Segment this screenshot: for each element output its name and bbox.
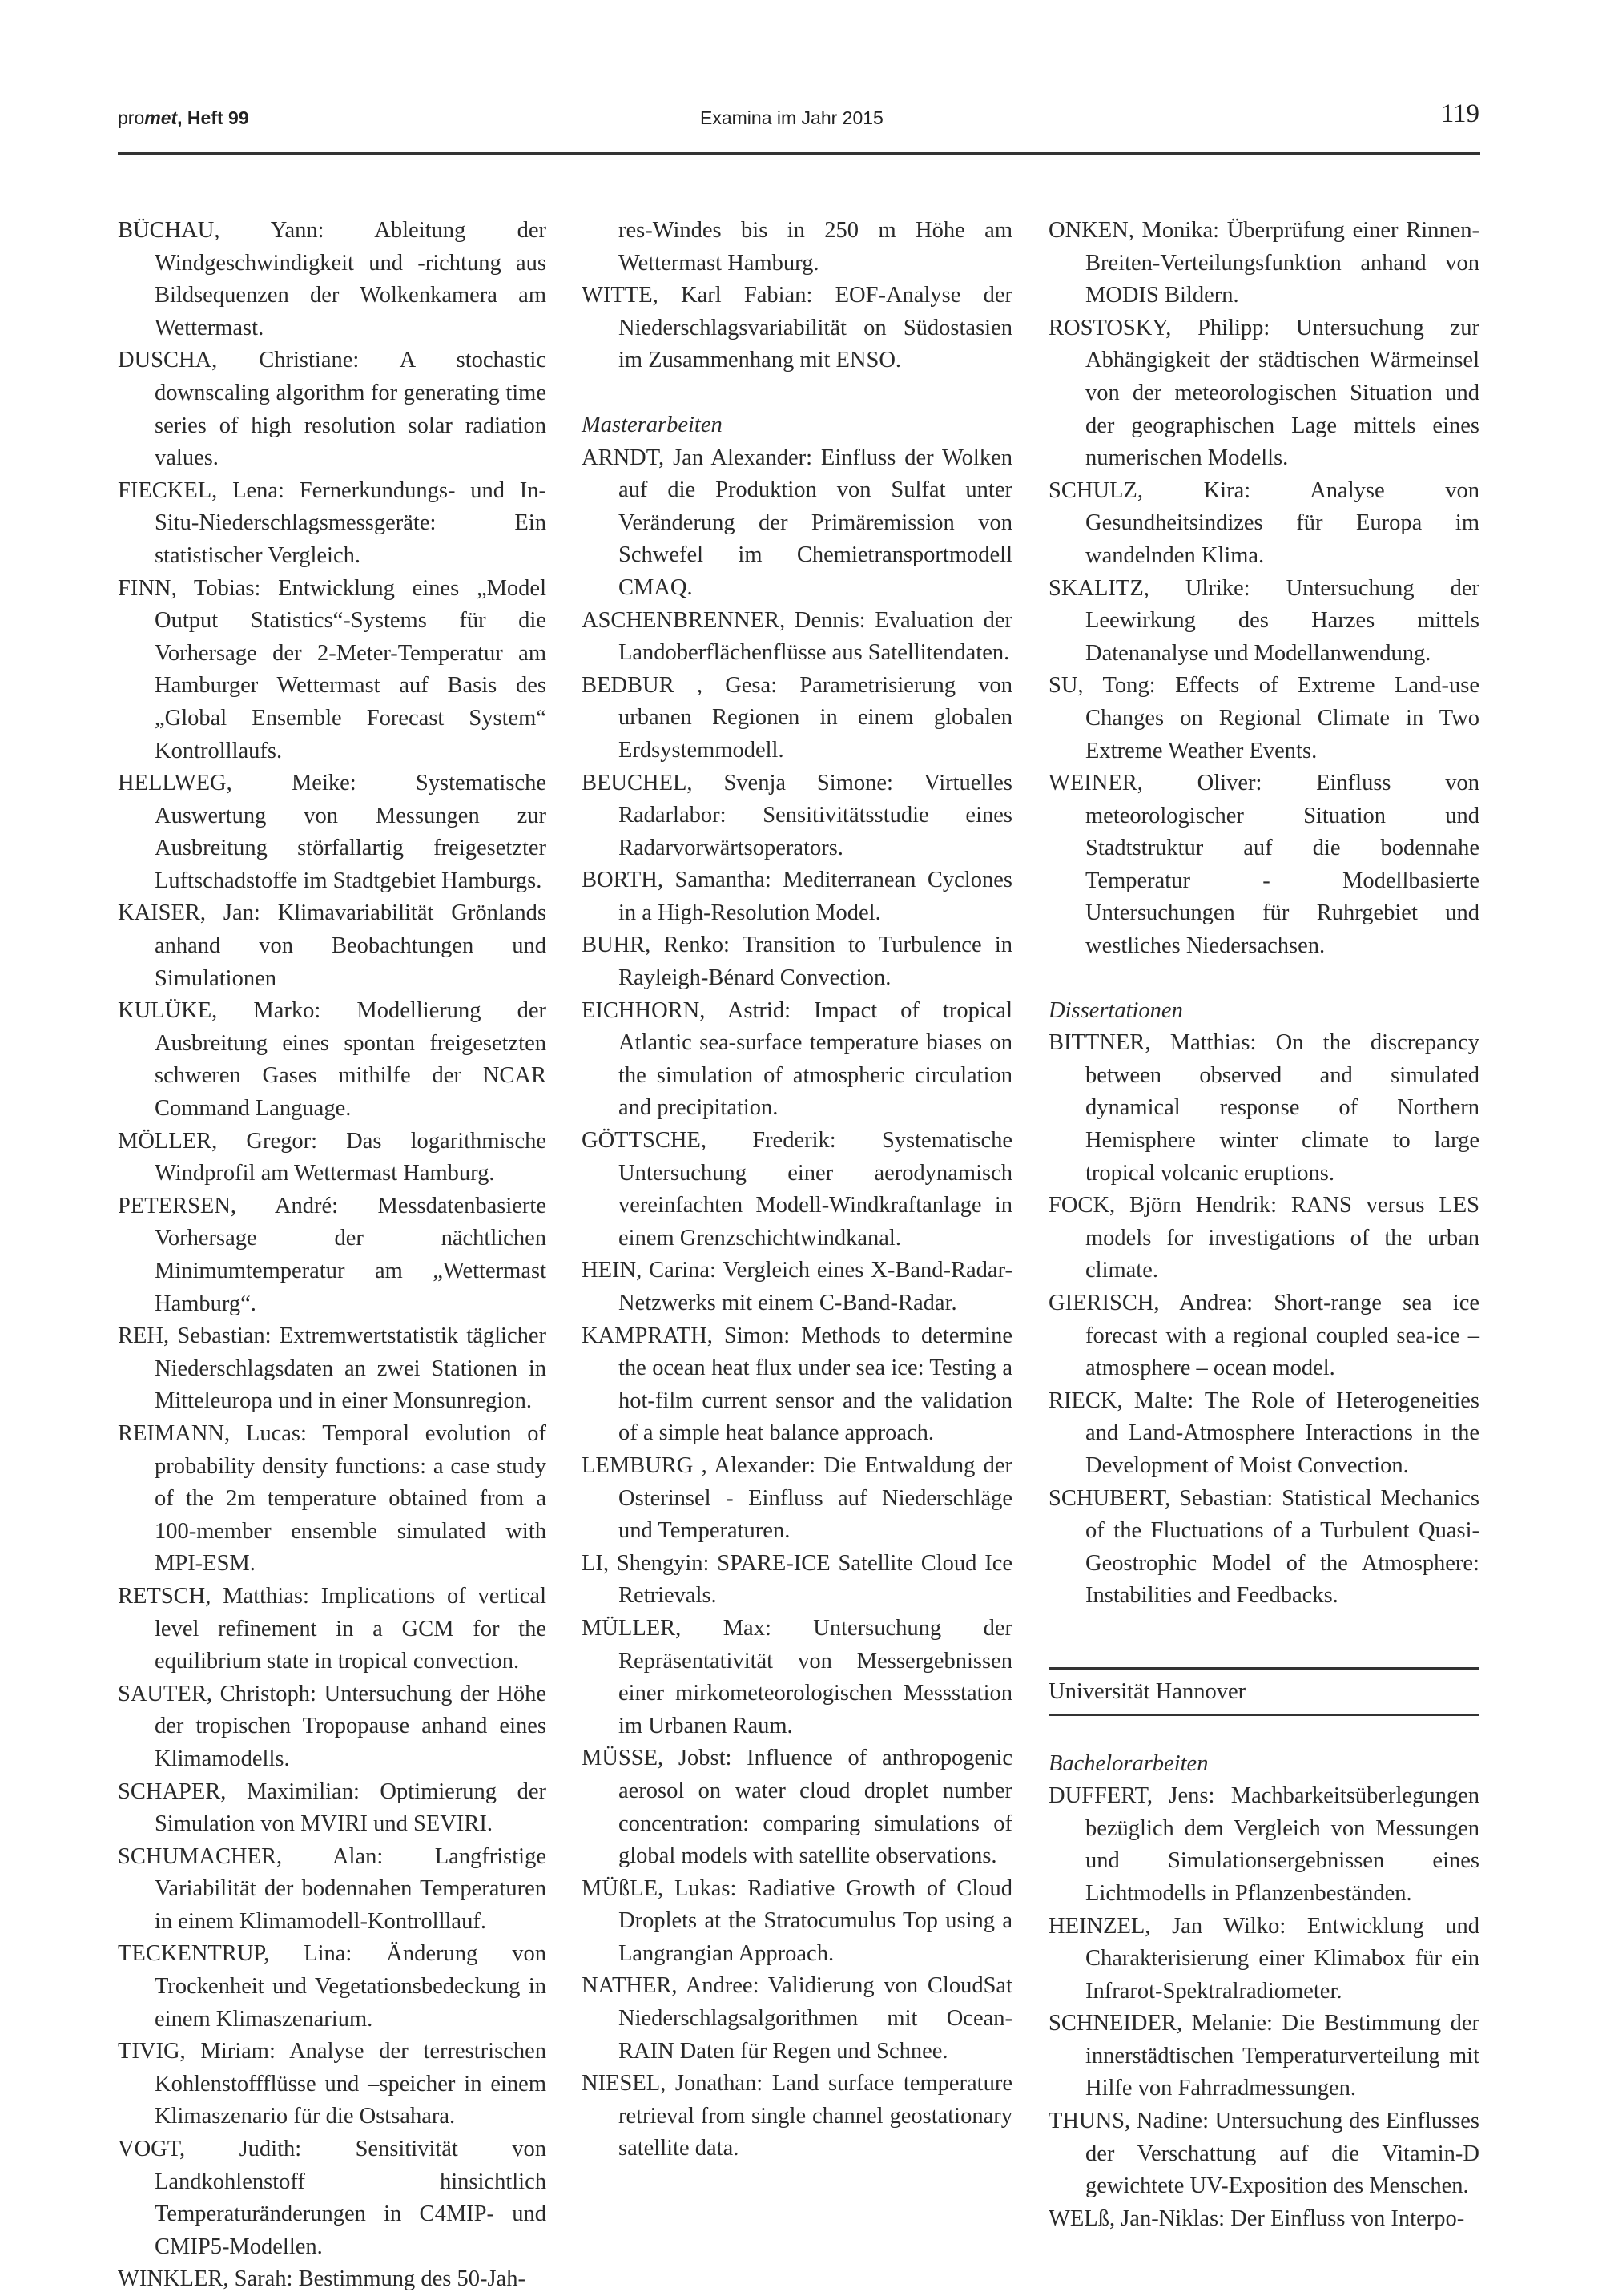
column-2 [582, 215, 1012, 2165]
list-item: MÖLLER, Gregor: Das logarithmische Windprofil am Wettermast Hamburg. [118, 1128, 546, 1186]
list-item: NIESEL, Jonathan: Land surface temperature retrieval from single channel geostationary satellite data. [582, 2071, 1012, 2161]
list-item: HELLWEG, Meike: Systematische Auswertung von Messungen zur Ausbreitung störfallartig freigesetzter Luftschadstoffe im Stadtgebiet Hamburgs. [118, 771, 546, 893]
section-heading-masterarbeiten: Masterarbeiten [582, 412, 723, 437]
column-3 [1049, 215, 1479, 2235]
list-item: BÜCHAU, Yann: Ableitung der Windgeschwindigkeit und -richtung aus Bildsequenzen der Wolkenkamera am Wettermast. [118, 218, 546, 340]
list-item: PETERSEN, André: Messdatenbasierte Vorhersage der nächtlichen Minimumtemperatur am „Wettermast Hamburg“. [118, 1193, 546, 1316]
list-item: HEIN, Carina: Vergleich eines X-Band-Radar-Netzwerks mit einem C-Band-Radar. [582, 1258, 1012, 1315]
list-item: THUNS, Nadine: Untersuchung des Einflusses der Verschattung auf die Vitamin-D gewichtete UV-Exposition des Menschen. [1049, 2109, 1479, 2199]
list-item: GIERISCH, Andrea: Short-range sea ice forecast with a regional coupled sea-ice – atmosphere – ocean model. [1049, 1291, 1479, 1381]
list-item: FINN, Tobias: Entwicklung eines „Model Output Statistics“-Systems für die Vorhersage der 2-Meter-Temperatur am Hamburger Wettermast auf Basis des „Global Ensemble Forecast System“ Kontrolllaufs. [118, 575, 546, 763]
list-item: SCHULZ, Kira: Analyse von Gesundheitsindizes für Europa im wandelnden Klima. [1049, 477, 1479, 568]
list-item: SKALITZ, Ulrike: Untersuchung der Leewirkung des Harzes mittels Datenanalyse und Modellanwendung. [1049, 575, 1479, 666]
list-item: RIECK, Malte: The Role of Heterogeneities and Land-Atmosphere Interactions in the Development of Moist Convection. [1049, 1388, 1479, 1478]
list-item: SCHUBERT, Sebastian: Statistical Mechanics of the Fluctuations of a Turbulent Quasi-Geostrophic Model of the Atmosphere: Instabilities and Feedbacks. [1049, 1485, 1479, 1609]
list-item: FIECKEL, Lena: Fernerkundungs- und In-Situ-Niederschlagsmessgeräte: Ein statistischer Vergleich. [118, 477, 546, 568]
list-item: TIVIG, Miriam: Analyse der terrestrischen Kohlenstoffflüsse und –speicher in einem Klimaszenario für die Ostsahara. [118, 2039, 546, 2129]
list-item: REH, Sebastian: Extremwertstatistik täglicher Niederschlagsdaten an zwei Stationen in Mitteleuropa und in einer Monsunregion. [118, 1323, 546, 1414]
list-item: ONKEN, Monika: Überprüfung einer Rinnen-Breiten-Verteilungsfunktion anhand von MODIS Bildern. [1049, 218, 1479, 308]
list-item: TECKENTRUP, Lina: Änderung von Trockenheit und Vegetationsbedeckung in einem Klimaszenarium. [118, 1941, 546, 2032]
list-item: VOGT, Judith: Sensitivität von Landkohlenstoff hinsichtlich Temperaturänderungen in C4MIP- und CMIP5-Modellen. [118, 2137, 546, 2259]
list-item: DUFFERT, Jens: Machbarkeitsüberlegungen bezüglich dem Vergleich von Messungen und Simulationsergebnissen eines Lichtmodells in Pflanzenbeständen. [1049, 1783, 1479, 1906]
header-rule [118, 152, 1480, 155]
list-item: WELß, Jan-Niklas: Der Einfluss von Interpo- [1049, 2205, 1465, 2231]
list-item: MÜLLER, Max: Untersuchung der Repräsentativität von Messergebnissen einer mirkometeorologischen Messstation im Urbanen Raum. [582, 1615, 1012, 1738]
list-item: KAMPRATH, Simon: Methods to determine the ocean heat flux under sea ice: Testing a hot-film current sensor and the validation of a simple heat balance approach. [582, 1323, 1012, 1446]
section-heading-bachelorarbeiten: Bachelorarbeiten [1049, 1750, 1209, 1776]
list-item: KULÜKE, Marko: Modellierung der Ausbreitung eines spontan freigesetzten schweren Gases mithilfe der NCAR Command Language. [118, 998, 546, 1122]
journal-name [118, 107, 249, 129]
list-item: FOCK, Björn Hendrik: RANS versus LES models for investigations of the urban climate. [1049, 1193, 1479, 1283]
list-item: BITTNER, Matthias: On the discrepancy between observed and simulated dynamical response of Northern Hemisphere winter climate to large tropical volcanic eruptions. [1049, 1030, 1479, 1186]
page-number: 119 [1440, 99, 1479, 128]
list-item: EICHHORN, Astrid: Impact of tropical Atlantic sea-surface temperature biases on the simulation of atmospheric circulation and precipitation. [582, 997, 1012, 1121]
list-item: WEINER, Oliver: Einfluss von meteorologischer Situation und Stadtstruktur auf die bodennahe Temperatur - Modellbasierte Untersuchungen für Ruhrgebiet und westliches Niedersachsen. [1049, 771, 1479, 959]
journal-issue: , Heft 99 [177, 107, 249, 128]
column-1 [118, 215, 546, 2296]
list-item: WINKLER, Sarah: Bestimmung des 50-Jah- [118, 2266, 525, 2292]
list-item: GÖTTSCHE, Frederik: Systematische Untersuchung einer aerodynamisch vereinfachten Modell-Windkraftanlage in einem Grenzschichtwindkanal. [582, 1128, 1012, 1251]
list-item: HEINZEL, Jan Wilko: Entwicklung und Charakterisierung einer Klimabox für ein Infrarot-Spektralradiometer. [1049, 1913, 1479, 2004]
list-item: WITTE, Karl Fabian: EOF-Analyse der Niederschlagsvariabilität on Südostasien im Zusammenhang mit ENSO. [582, 283, 1012, 373]
university-heading: Universität Hannover [1049, 1667, 1479, 1716]
list-item: KAISER, Jan: Klimavariabilität Grönlands anhand von Beobachtungen und Simulationen [118, 900, 546, 991]
journal-brand-met: met [144, 107, 178, 128]
running-header [118, 99, 1479, 139]
list-item: ASCHENBRENNER, Dennis: Evaluation der Landoberflächenflüsse aus Satellitendaten. [582, 607, 1012, 666]
list-item: SU, Tong: Effects of Extreme Land-use Changes on Regional Climate in Two Extreme Weather Events. [1049, 673, 1479, 763]
list-item: MÜSSE, Jobst: Influence of anthropogenic aerosol on water cloud droplet number concentration: comparing simulations of global models with satellite observations. [582, 1746, 1012, 1869]
journal-brand-pro: pro [118, 107, 145, 128]
list-item: RETSCH, Matthias: Implications of vertical level refinement in a GCM for the equilibrium state in tropical convection. [118, 1583, 546, 1674]
section-title: Examina im Jahr 2015 [700, 107, 884, 128]
list-item: LEMBURG , Alexander: Die Entwaldung der Osterinsel - Einfluss auf Niederschläge und Temperaturen. [582, 1452, 1012, 1544]
list-item: SAUTER, Christoph: Untersuchung der Höhe der tropischen Tropopause anhand eines Klimamodells. [118, 1681, 546, 1771]
list-item: BUHR, Renko: Transition to Turbulence in Rayleigh-Bénard Convection. [582, 932, 1012, 991]
list-item: NATHER, Andree: Validierung von CloudSat Niederschlagsalgorithmen mit Ocean-RAIN Daten für Regen und Schnee. [582, 1973, 1012, 2064]
list-item: SCHAPER, Maximilian: Optimierung der Simulation von MVIRI und SEVIRI. [118, 1778, 546, 1837]
section-heading-dissertationen: Dissertationen [1049, 997, 1183, 1023]
list-item: SCHUMACHER, Alan: Langfristige Variabilität der bodennahen Temperaturen in einem Klimamodell-Kontrolllauf. [118, 1843, 546, 1934]
list-item-continuation: res-Windes bis in 250 m Höhe am Wettermast Hamburg. [618, 218, 1012, 276]
list-item: BEUCHEL, Svenja Simone: Virtuelles Radarlabor: Sensitivitätsstudie eines Radarvorwärtsoperators. [582, 770, 1012, 860]
list-item: BEDBUR , Gesa: Parametrisierung von urbanen Regionen in einem globalen Erdsystemmodell. [582, 672, 1012, 763]
list-item: ARNDT, Jan Alexander: Einfluss der Wolken auf die Produktion von Sulfat unter Veränderung der Primäremission von Schwefel im Chemietransportmodell CMAQ. [582, 445, 1012, 600]
list-item: DUSCHA, Christiane: A stochastic downscaling algorithm for generating time series of high resolution solar radiation values. [118, 348, 546, 471]
list-item: REIMANN, Lucas: Temporal evolution of probability density functions: a case study of the 2m temperature obtained from a 100-member ensemble simulated with MPI-ESM. [118, 1420, 546, 1577]
list-item: ROSTOSKY, Philipp: Untersuchung zur Abhängigkeit der städtischen Wärmeinsel von der meteorologischen Situation und der geographischen Lage mittels eines numerischen Modells. [1049, 315, 1479, 471]
list-item: MÜßLE, Lukas: Radiative Growth of Cloud Droplets at the Stratocumulus Top using a Langrangian Approach. [582, 1875, 1012, 1966]
list-item: SCHNEIDER, Melanie: Die Bestimmung der innerstädtischen Temperaturverteilung mit Hilfe von Fahrradmessungen. [1049, 2011, 1479, 2101]
list-item: BORTH, Samantha: Mediterranean Cyclones in a High-Resolution Model. [582, 868, 1012, 925]
list-item: LI, Shengyin: SPARE-ICE Satellite Cloud Ice Retrievals. [582, 1550, 1012, 1609]
